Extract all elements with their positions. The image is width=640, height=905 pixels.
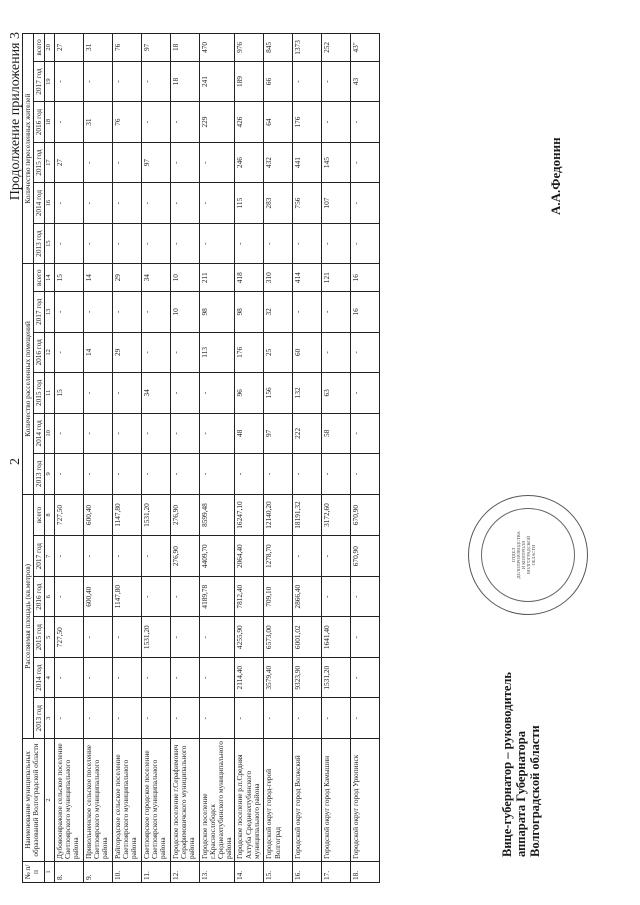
res-cell: -: [293, 223, 322, 264]
stamp-text: ОТДЕЛ ДЕЛОПРОИЗВОДСТВА И КОНТРОЛЯ ВОЛГОГРАДСКОЙ ОБЛАСТИ: [511, 531, 536, 579]
column-number-1: 1: [45, 862, 54, 883]
prem-cell: 58: [322, 413, 351, 454]
prem-cell: -: [264, 454, 293, 495]
area-cell: 9323,90: [293, 657, 322, 698]
table-row: [170, 34, 199, 883]
prem-cell: -: [199, 454, 235, 495]
prem-cell: -: [322, 332, 351, 373]
area-cell: -: [54, 698, 83, 739]
prem-cell: -: [83, 413, 112, 454]
res-cell: -: [351, 183, 380, 224]
prem-cell: 14: [83, 332, 112, 373]
res-cell: -: [322, 102, 351, 143]
area-cell: -: [351, 617, 380, 658]
header-num: № п/п: [23, 862, 45, 883]
area-cell: -: [322, 576, 351, 617]
prem-cell: -: [112, 373, 141, 414]
prem-cell: 414: [293, 264, 322, 292]
res-cell: -: [199, 183, 235, 224]
area-cell: 8599,48: [199, 494, 235, 536]
prem-cell: 63: [322, 373, 351, 414]
header-year-prem-1: 2014 год: [34, 413, 45, 454]
signature-block: [500, 672, 542, 857]
prem-cell: 60: [293, 332, 322, 373]
column-number-14: 14: [45, 264, 54, 292]
header-area-group: Расселяемая площадь (кв.метров): [23, 494, 34, 738]
res-cell: 115: [235, 183, 264, 224]
res-cell: 97: [141, 142, 170, 183]
column-number-10: 10: [45, 413, 54, 454]
res-cell: 189: [235, 61, 264, 102]
area-cell: -: [199, 698, 235, 739]
prem-cell: -: [54, 454, 83, 495]
res-cell: -: [83, 183, 112, 224]
prem-cell: -: [293, 292, 322, 333]
res-cell: 241: [199, 61, 235, 102]
prem-cell: -: [170, 373, 199, 414]
area-cell: 4255,90: [235, 617, 264, 658]
column-number-7: 7: [45, 536, 54, 577]
prem-cell: -: [351, 413, 380, 454]
area-cell: -: [54, 576, 83, 617]
area-cell: -: [141, 698, 170, 739]
row-index: 9.: [83, 862, 112, 883]
area-cell: 2064,40: [235, 536, 264, 577]
column-number-2: 2: [45, 739, 54, 862]
area-cell: 600,40: [83, 576, 112, 617]
signer-name: А.А.Федонин: [548, 137, 563, 215]
prem-cell: -: [322, 454, 351, 495]
prem-cell: 48: [235, 413, 264, 454]
prem-cell: -: [322, 292, 351, 333]
municipality-name: Городской округ город Камышин: [322, 739, 351, 862]
area-cell: 1147,80: [112, 576, 141, 617]
res-cell: -: [293, 61, 322, 102]
area-cell: 1531,20: [141, 617, 170, 658]
res-cell: 176: [293, 102, 322, 143]
area-cell: -: [351, 576, 380, 617]
res-cell: 145: [322, 142, 351, 183]
prem-cell: -: [112, 454, 141, 495]
column-number-16: 16: [45, 183, 54, 224]
area-cell: 12140,20: [264, 494, 293, 536]
res-cell: -: [322, 223, 351, 264]
res-cell: 107: [322, 183, 351, 224]
header-row-colnums: [45, 34, 54, 883]
res-cell: -: [170, 102, 199, 143]
area-cell: 727,50: [54, 494, 83, 536]
area-cell: -: [293, 698, 322, 739]
table-row: [54, 34, 83, 883]
header-year-res-1: 2014 год: [34, 183, 45, 224]
prem-cell: 418: [235, 264, 264, 292]
column-number-20: 20: [45, 34, 54, 62]
area-cell: 3579,40: [264, 657, 293, 698]
res-cell: 97: [141, 34, 170, 62]
area-cell: -: [83, 698, 112, 739]
area-cell: 670,90: [351, 494, 380, 536]
prem-cell: 222: [293, 413, 322, 454]
prem-cell: 96: [235, 373, 264, 414]
area-cell: 1278,70: [264, 536, 293, 577]
municipality-name: Городской округ город-герой Волгоград: [264, 739, 293, 862]
res-cell: -: [83, 61, 112, 102]
area-cell: 3172,60: [322, 494, 351, 536]
prem-cell: 29: [112, 264, 141, 292]
res-cell: 27: [54, 34, 83, 62]
res-cell: 432: [264, 142, 293, 183]
res-cell: 31: [83, 34, 112, 62]
area-cell: -: [293, 536, 322, 577]
prem-cell: 10: [170, 292, 199, 333]
res-cell: -: [235, 223, 264, 264]
column-number-5: 5: [45, 617, 54, 658]
res-cell: -: [83, 142, 112, 183]
prem-cell: 156: [264, 373, 293, 414]
area-cell: -: [351, 698, 380, 739]
res-cell: 756: [293, 183, 322, 224]
area-cell: -: [54, 657, 83, 698]
res-cell: 31: [83, 102, 112, 143]
prem-cell: 176: [235, 332, 264, 373]
area-cell: 276,90: [170, 494, 199, 536]
res-cell: -: [141, 102, 170, 143]
header-name: Наименование муниципальных образований Волгоградской области: [23, 739, 45, 862]
header-year-res-2: 2015 год: [34, 142, 45, 183]
table-row: [264, 34, 293, 883]
municipality-name: Светлоярское городское поселение Светлоярского муниципального района: [141, 739, 170, 862]
prem-cell: -: [83, 292, 112, 333]
prem-cell: -: [54, 413, 83, 454]
row-index: 8.: [54, 862, 83, 883]
res-cell: 441: [293, 142, 322, 183]
area-cell: 4409,70: [199, 536, 235, 577]
prem-cell: -: [83, 373, 112, 414]
res-cell: 252: [322, 34, 351, 62]
area-cell: -: [199, 617, 235, 658]
res-cell: -: [199, 223, 235, 264]
prem-cell: -: [141, 413, 170, 454]
res-cell: -: [54, 223, 83, 264]
row-index: 10.: [112, 862, 141, 883]
res-cell: 18: [170, 61, 199, 102]
prem-cell: -: [141, 454, 170, 495]
res-cell: -: [264, 223, 293, 264]
table-row: [112, 34, 141, 883]
res-cell: 76: [112, 34, 141, 62]
res-cell: -: [351, 102, 380, 143]
area-cell: 16247,10: [235, 494, 264, 536]
prem-cell: -: [54, 292, 83, 333]
header-year-prem-2: 2015 год: [34, 373, 45, 414]
appendix-label: Продолжение приложения 3: [8, 32, 23, 201]
header-year-area-2: 2015 год: [34, 617, 45, 658]
area-cell: 2114,40: [235, 657, 264, 698]
res-cell: 1373: [293, 34, 322, 62]
column-number-11: 11: [45, 373, 54, 414]
prem-cell: 29: [112, 332, 141, 373]
table-row: [83, 34, 112, 883]
header-year-res-5: всего: [34, 34, 45, 62]
page-number: 2: [8, 458, 23, 465]
row-index: 12.: [170, 862, 199, 883]
res-cell: -: [170, 142, 199, 183]
area-cell: -: [83, 617, 112, 658]
res-cell: 18: [170, 34, 199, 62]
area-cell: 670,90: [351, 536, 380, 577]
column-number-3: 3: [45, 698, 54, 739]
table-row: [293, 34, 322, 883]
res-cell: -: [351, 223, 380, 264]
area-cell: -: [112, 617, 141, 658]
prem-cell: 121: [322, 264, 351, 292]
res-cell: -: [112, 223, 141, 264]
prem-cell: 14: [83, 264, 112, 292]
prem-cell: -: [141, 332, 170, 373]
area-cell: 1147,80: [112, 494, 141, 536]
official-stamp: [468, 495, 588, 615]
row-index: 14.: [235, 862, 264, 883]
row-index: 15.: [264, 862, 293, 883]
header-year-prem-3: 2016 год: [34, 332, 45, 373]
row-index: 11.: [141, 862, 170, 883]
prem-cell: 15: [54, 264, 83, 292]
row-index: 16.: [293, 862, 322, 883]
res-cell: 43: [351, 61, 380, 102]
column-number-12: 12: [45, 332, 54, 373]
area-cell: 18191,32: [293, 494, 322, 536]
res-cell: -: [170, 223, 199, 264]
prem-cell: -: [54, 332, 83, 373]
row-index: 18.: [351, 862, 380, 883]
res-cell: 43": [351, 34, 380, 62]
header-year-area-5: всего: [34, 494, 45, 536]
municipality-name: Дубовоовражное сельское поселение Светлоярского муниципального района: [54, 739, 83, 862]
municipality-name: Райгородское сельское поселение Светлоярского муниципального района: [112, 739, 141, 862]
area-cell: -: [264, 698, 293, 739]
res-cell: -: [54, 61, 83, 102]
area-cell: -: [351, 657, 380, 698]
area-cell: -: [112, 698, 141, 739]
area-cell: 276,90: [170, 536, 199, 577]
area-cell: 4189,78: [199, 576, 235, 617]
signature-line-3: Волгоградской области: [528, 725, 542, 857]
column-number-17: 17: [45, 142, 54, 183]
table-row: [199, 34, 235, 883]
prem-cell: 10: [170, 264, 199, 292]
area-cell: -: [141, 576, 170, 617]
area-cell: -: [170, 657, 199, 698]
header-year-prem-4: 2017 год: [34, 292, 45, 333]
header-year-area-4: 2017 год: [34, 536, 45, 577]
prem-cell: 98: [235, 292, 264, 333]
prem-cell: -: [351, 454, 380, 495]
area-cell: -: [199, 657, 235, 698]
prem-cell: -: [83, 454, 112, 495]
res-cell: -: [83, 223, 112, 264]
prem-cell: 25: [264, 332, 293, 373]
column-number-13: 13: [45, 292, 54, 333]
municipality-name: Городское поселение г.Краснослободск Среднеахтубинского муниципального района: [199, 739, 235, 862]
prem-cell: 16: [351, 292, 380, 333]
prem-cell: 32: [264, 292, 293, 333]
area-cell: 6573,00: [264, 617, 293, 658]
column-number-9: 9: [45, 454, 54, 495]
res-cell: -: [199, 142, 235, 183]
column-number-18: 18: [45, 102, 54, 143]
area-cell: -: [141, 536, 170, 577]
prem-cell: -: [112, 413, 141, 454]
header-year-res-3: 2016 год: [34, 102, 45, 143]
header-year-area-3: 2016 год: [34, 576, 45, 617]
area-cell: -: [235, 698, 264, 739]
column-number-15: 15: [45, 223, 54, 264]
area-cell: 1531,20: [141, 494, 170, 536]
area-cell: -: [83, 657, 112, 698]
header-row-1: [23, 34, 34, 883]
table-row: [235, 34, 264, 883]
row-index: 17.: [322, 862, 351, 883]
area-cell: 600,40: [83, 494, 112, 536]
prem-cell: 34: [141, 373, 170, 414]
area-cell: -: [170, 617, 199, 658]
column-number-19: 19: [45, 61, 54, 102]
res-cell: 64: [264, 102, 293, 143]
column-number-4: 4: [45, 657, 54, 698]
res-cell: -: [322, 61, 351, 102]
res-cell: 976: [235, 34, 264, 62]
res-cell: 470: [199, 34, 235, 62]
municipality-name: Городской округ город Волжский: [293, 739, 322, 862]
area-cell: 1531,20: [322, 657, 351, 698]
area-cell: 727,50: [54, 617, 83, 658]
res-cell: -: [54, 183, 83, 224]
municipality-name: Городской округ город Урюпинск: [351, 739, 380, 862]
prem-cell: 310: [264, 264, 293, 292]
area-cell: -: [170, 698, 199, 739]
header-year-res-0: 2013 год: [34, 223, 45, 264]
prem-cell: -: [199, 373, 235, 414]
res-cell: 246: [235, 142, 264, 183]
row-index: 13.: [199, 862, 235, 883]
header-year-area-0: 2013 год: [34, 698, 45, 739]
area-cell: 7812,40: [235, 576, 264, 617]
header-premises-group: Количество расселенных помещений: [23, 264, 34, 494]
municipality-name: Городское поселение р.п.Средняя Ахтуба Среднеахтубинского муниципального района: [235, 739, 264, 862]
prem-cell: -: [235, 454, 264, 495]
table-row: [322, 34, 351, 883]
area-cell: -: [54, 536, 83, 577]
prem-cell: 16: [351, 264, 380, 292]
res-cell: -: [141, 183, 170, 224]
header-year-area-1: 2014 год: [34, 657, 45, 698]
area-cell: 2866,40: [293, 576, 322, 617]
prem-cell: 113: [199, 332, 235, 373]
res-cell: 27: [54, 142, 83, 183]
res-cell: 426: [235, 102, 264, 143]
prem-cell: 211: [199, 264, 235, 292]
res-cell: -: [141, 223, 170, 264]
area-cell: -: [112, 657, 141, 698]
prem-cell: 34: [141, 264, 170, 292]
prem-cell: -: [141, 292, 170, 333]
prem-cell: -: [351, 332, 380, 373]
area-cell: -: [322, 536, 351, 577]
prem-cell: 98: [199, 292, 235, 333]
area-cell: -: [112, 536, 141, 577]
column-number-6: 6: [45, 576, 54, 617]
prem-cell: -: [351, 373, 380, 414]
header-residents-group: Количество переселенных жителей: [23, 34, 34, 264]
area-cell: 709,10: [264, 576, 293, 617]
prem-cell: -: [170, 413, 199, 454]
column-number-8: 8: [45, 494, 54, 536]
area-cell: 6001,02: [293, 617, 322, 658]
signature-line-1: Вице-губернатор – руководитель: [500, 671, 514, 857]
res-cell: -: [170, 183, 199, 224]
res-cell: -: [112, 183, 141, 224]
header-year-prem-5: всего: [34, 264, 45, 292]
area-cell: -: [322, 698, 351, 739]
res-cell: 283: [264, 183, 293, 224]
res-cell: -: [112, 61, 141, 102]
prem-cell: -: [112, 292, 141, 333]
res-cell: -: [141, 61, 170, 102]
municipality-name: Городское поселение г.Серафимович Серафимовичского муниципального района: [170, 739, 199, 862]
area-cell: 1641,40: [322, 617, 351, 658]
res-cell: 66: [264, 61, 293, 102]
res-cell: 229: [199, 102, 235, 143]
prem-cell: 97: [264, 413, 293, 454]
prem-cell: -: [170, 454, 199, 495]
res-cell: -: [54, 102, 83, 143]
prem-cell: 15: [54, 373, 83, 414]
prem-cell: -: [170, 332, 199, 373]
table-row: [141, 34, 170, 883]
prem-cell: 132: [293, 373, 322, 414]
res-cell: 76: [112, 102, 141, 143]
area-cell: -: [83, 536, 112, 577]
municipality-name: Привольненское сельское поселение Светлоярского муниципального района: [83, 739, 112, 862]
header-year-res-4: 2017 год: [34, 61, 45, 102]
res-cell: -: [351, 142, 380, 183]
signature-line-2: аппарата Губернатора: [514, 731, 528, 857]
header-year-prem-0: 2013 год: [34, 454, 45, 495]
table-row: [351, 34, 380, 883]
prem-cell: -: [199, 413, 235, 454]
area-cell: -: [170, 576, 199, 617]
area-cell: -: [141, 657, 170, 698]
prem-cell: -: [293, 454, 322, 495]
housing-resettlement-table: [22, 33, 380, 883]
res-cell: -: [112, 142, 141, 183]
res-cell: 845: [264, 34, 293, 62]
